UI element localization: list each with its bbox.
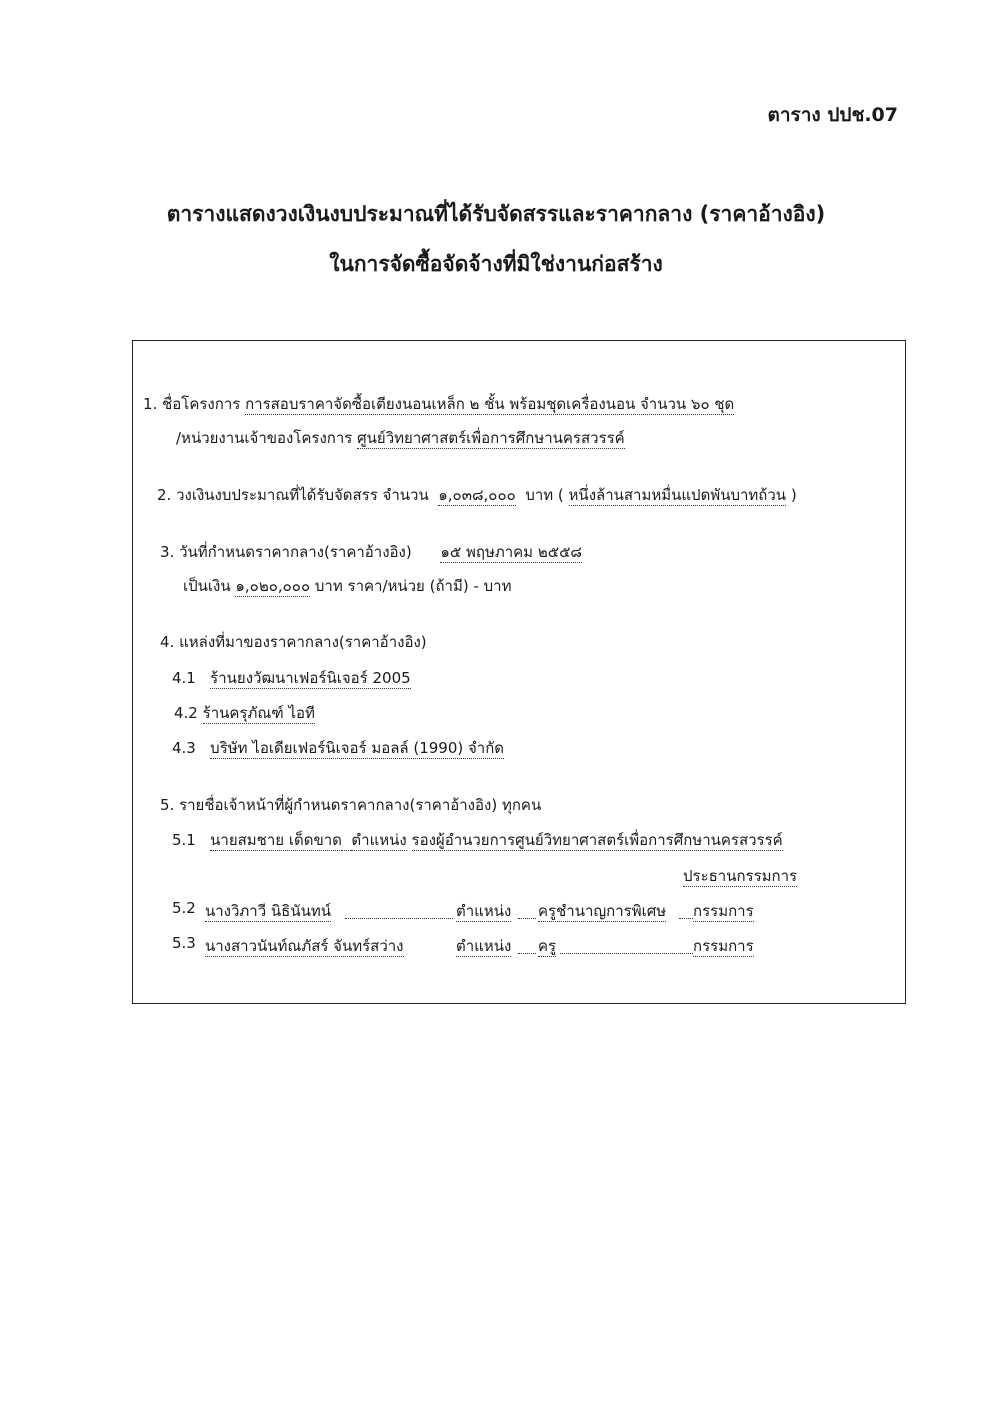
source-name: ร้านครุภัณฑ์ ไอที bbox=[202, 704, 315, 722]
sources-heading: 4. แหล่งที่มาของราคากลาง(ราคาอ้างอิง) bbox=[160, 633, 427, 651]
officer-name-cell bbox=[205, 934, 404, 958]
officer-role bbox=[683, 864, 797, 888]
officer-number: 5.2 bbox=[172, 899, 196, 917]
reference-date: ๑๕ พฤษภาคม ๒๕๕๘ bbox=[440, 543, 582, 561]
officer-position-label-cell bbox=[456, 899, 511, 923]
officer-number: 5.1 bbox=[172, 831, 196, 849]
budget-label: 2. วงเงินงบประมาณที่ได้รับจัดสรร จำนวน bbox=[157, 486, 429, 504]
officer-position-label-cell bbox=[456, 934, 511, 958]
officer-role-cell bbox=[693, 934, 754, 958]
reference-amount-line bbox=[183, 574, 512, 598]
source-item bbox=[172, 736, 504, 760]
budget-amount: ๑,๐๓๘,๐๐๐ bbox=[438, 486, 516, 504]
officer-position-cell bbox=[538, 934, 556, 958]
agency-name: ศูนย์วิทยาศาสตร์เพื่อการศึกษานครสวรรค์ bbox=[357, 429, 625, 447]
officer-position-label: ตำแหน่ง bbox=[351, 831, 407, 849]
officers-heading: 5. รายชื่อเจ้าหน้าที่ผู้กำหนดราคากลาง(ราคาอ้างอิง) ทุกคน bbox=[160, 796, 542, 814]
officer-name: นางวิภาวี นิธินันทน์ bbox=[205, 902, 331, 920]
officer-position: ครูชำนาญการพิเศษ bbox=[538, 902, 667, 920]
budget-close: ) bbox=[790, 486, 797, 504]
officer-gap-fill bbox=[518, 899, 536, 919]
budget-amount-text: หนึ่งล้านสามหมื่นแปดพันบาทถ้วน bbox=[568, 486, 787, 504]
officer-row bbox=[172, 934, 196, 952]
budget-line bbox=[157, 483, 797, 507]
agency-label: /หน่วยงานเจ้าของโครงการ bbox=[176, 429, 353, 447]
project-label: 1. ชื่อโครงการ bbox=[143, 395, 241, 413]
source-number: 4.1 bbox=[172, 669, 196, 687]
reference-date-line bbox=[160, 540, 582, 564]
reference-date-label: 3. วันที่กำหนดราคากลาง(ราคาอ้างอิง) bbox=[160, 543, 412, 561]
officer-position-label: ตำแหน่ง bbox=[456, 902, 512, 920]
officer-name-fill bbox=[345, 899, 453, 919]
officer-gap-fill bbox=[679, 899, 693, 919]
form-code: ตาราง ปปช.07 bbox=[767, 104, 898, 126]
project-name: การสอบราคาจัดซื้อเตียงนอนเหล็ก ๒ ชั้น พร้อมชุดเครื่องนอน จำนวน ๖๐ ชุด bbox=[245, 395, 735, 413]
budget-unit: บาท ( bbox=[525, 486, 564, 504]
source-item bbox=[172, 666, 411, 690]
officer-name: นางสาวนันท์ณภัสร์ จันทร์สว่าง bbox=[205, 937, 404, 955]
project-line bbox=[143, 392, 734, 416]
source-name: บริษัท ไอเดียเฟอร์นิเจอร์ มอลล์ (1990) จำกัด bbox=[210, 739, 505, 757]
reference-amount-rest: บาท ราคา/หน่วย (ถ้ามี) - บาท bbox=[314, 577, 512, 595]
officer-position-cell bbox=[538, 899, 666, 923]
source-item bbox=[174, 701, 315, 725]
officer-name: นายสมชาย เด็ดขาด bbox=[210, 831, 342, 849]
officer-name-cell bbox=[205, 899, 331, 923]
officer-role: กรรมการ bbox=[693, 937, 754, 955]
document-subtitle: ในการจัดซื้อจัดจ้างที่มิใช่งานก่อสร้าง bbox=[329, 252, 663, 276]
officer-number: 5.3 bbox=[172, 934, 196, 952]
source-number: 4.3 bbox=[172, 739, 196, 757]
officer-position: ครู bbox=[538, 937, 557, 955]
officer-role-cell bbox=[693, 899, 754, 923]
document-title: ตารางแสดงวงเงินงบประมาณที่ได้รับจัดสรรและราคากลาง (ราคาอ้างอิง) bbox=[166, 202, 826, 226]
officer-row bbox=[172, 899, 196, 917]
officer-position-fill bbox=[560, 934, 693, 954]
officer-gap-fill bbox=[518, 934, 536, 954]
officer-position: รองผู้อำนวยการศูนย์วิทยาศาสตร์เพื่อการศึกษานครสวรรค์ bbox=[411, 831, 783, 849]
source-name: ร้านยงวัฒนาเฟอร์นิเจอร์ 2005 bbox=[210, 669, 411, 687]
source-number: 4.2 bbox=[174, 704, 198, 722]
reference-amount: ๑,๐๒๐,๐๐๐ bbox=[235, 577, 311, 595]
agency-line bbox=[176, 426, 625, 450]
reference-amount-label: เป็นเงิน bbox=[183, 577, 231, 595]
officer-row bbox=[172, 828, 783, 852]
officer-role: กรรมการ bbox=[693, 902, 754, 920]
officer-position-label: ตำแหน่ง bbox=[456, 937, 512, 955]
officer-role-text: ประธานกรรมการ bbox=[683, 867, 798, 885]
